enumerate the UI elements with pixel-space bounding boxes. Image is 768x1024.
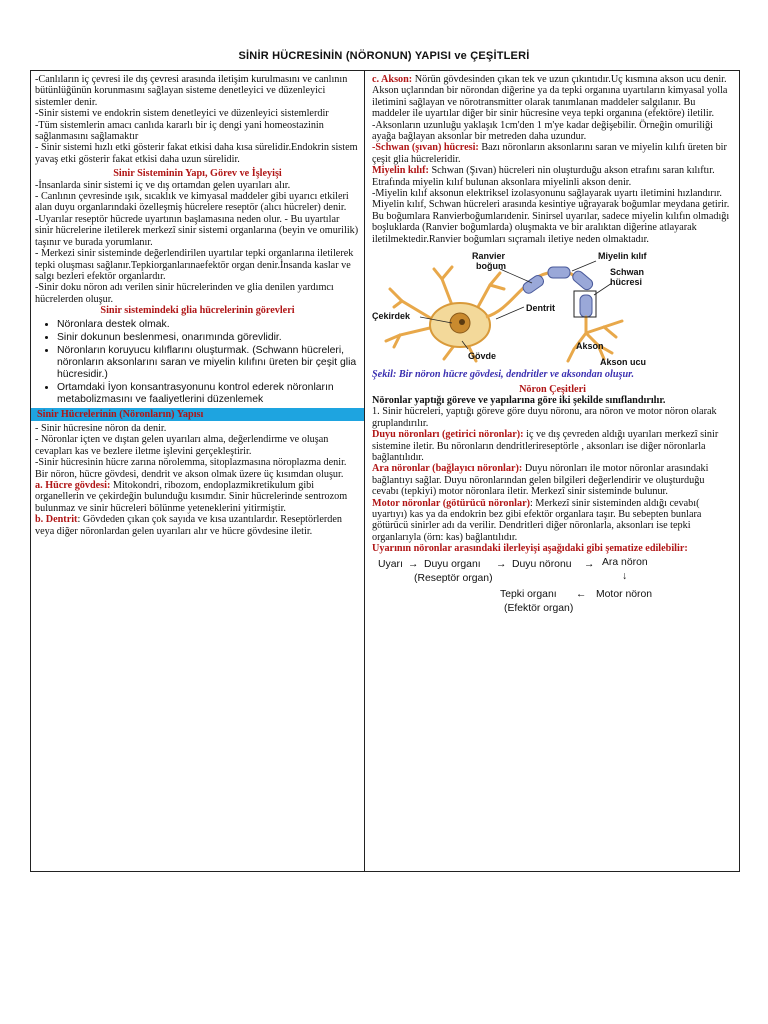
neuron-structure-heading: Sinir Hücrelerinin (Nöronların) Yapısı — [31, 408, 364, 421]
arrow-left-icon: ← — [576, 588, 587, 600]
dendrite-paragraph: b. Dentrit: Gövdeden çıkan çok sayıda ve kısa uzantılardır. Reseptörlerden veya diğer nöronlardan gelen uyarıları alır ve hücre gövdesine iletir. — [35, 514, 342, 537]
schwann-label: -Schwan (şıvan) hücresi: — [372, 142, 479, 154]
structure-paragraph: -Sinir doku nöron adı verilen sinir hücrelerinden ve glia denilen yardımcı hücrelerden oluşur. — [35, 282, 334, 305]
axon-label: c. Akson: — [372, 74, 413, 85]
types-intro: Nöronlar yaptığı göreve ve yapılarına göre iki şekilde sınıflandırılır. — [372, 394, 666, 406]
flow-title: Uyarının nöronlar arasındaki ilerleyişi aşağıdaki gibi şematize edilebilir: — [372, 543, 688, 555]
diagram-label-myelin: Miyelin kılıf — [598, 251, 647, 262]
glia-list — [35, 319, 360, 406]
structure-paragraph: - Canlının çevresinde ışık, sıcaklık ve kimyasal maddeler gibi uyarıcı etkileri alan duyu organlarındaki özelleşmiş hücrelere reseptör (alıcı hücreler) denir. — [35, 191, 349, 214]
diagram-label-axon: Akson — [576, 341, 604, 352]
intro-paragraph-4: - Sinir sistemi hızlı etki gösterir fakat etkisi daha kısa sürelidir.Endokrin sistem yavaş etki gösterir fakat etkisi daha uzun sürelidir. — [35, 142, 358, 165]
figure-caption: Şekil: Bir nöron hücre gövdesi, dendritler ve aksondan oluşur. — [372, 369, 635, 381]
myelin-label: Miyelin kılıf: — [372, 165, 429, 177]
flow-interneuron: Ara nöron — [602, 556, 648, 568]
list-item: • Ortamdaki İyon konsantrasyonunu kontrol ederek nöronların metabolizmasını ve faaliyetlerini düzenlemek — [57, 382, 360, 406]
flow-response-organ: Tepki organı — [500, 588, 557, 600]
diagram-label-schwann: hücresi — [610, 277, 643, 288]
diagram-label-body: Gövde — [468, 351, 497, 362]
myelin-paragraph-2: -Miyelin kılıf aksonun elektriksel izolasyonunu sağlayarak uyartı iletimini hızlandırır. — [372, 188, 722, 200]
arrow-right-icon: → — [408, 558, 419, 570]
flow-motor-neuron: Motor nöron — [596, 588, 653, 600]
diagram-label-dentrit: Dentrit — [526, 303, 555, 314]
flow-effector: (Efektör organ) — [504, 602, 574, 614]
neuron-paragraph: - Nöronlar içten ve dıştan gelen uyarıları alma, değerlendirme ve oluşan cevapları kas ve bezlere iletme işlevini gerçekleştirir. — [35, 434, 329, 457]
diagram-label-schwann: Schwan — [610, 267, 645, 278]
structure-heading: Sinir Sisteminin Yapı, Görev ve İşleyişi — [113, 168, 282, 180]
inter-paragraph: Ara nöronlar (bağlayıcı nöronlar): Duyu nöronları ile motor nöronlar arasındaki bağlantıyı sağlar. Duyu nöronlarından gelen bilgileri değerlendirir ve oluşturduğu cevabı (tepkiyi) motor nöronlara iletir. Merkezî sinir sisteminde bulunur. — [372, 463, 709, 498]
diagram-label-ranvier: boğum — [476, 261, 506, 272]
glia-heading: Sinir sistemindeki glia hücrelerinin görevleri — [100, 305, 295, 317]
flow-sensory-organ: Duyu organı — [424, 558, 481, 570]
signal-flow-diagram — [372, 557, 733, 621]
structure-paragraph: - Merkezi sinir sisteminde değerlendirilen uyartılar tepki organlarına iletilerek tepki oluşması sağlanır.Tepkiorganlarınaefektör organ denir.İnsanda kaslar ve salgı bezleri efektör organlardır. — [35, 248, 354, 282]
intro-paragraph-2: -Sinir sistemi ve endokrin sistem denetleyici ve düzenleyici sistemlerdir — [35, 108, 329, 120]
diagram-label-axon-tip: Akson ucu — [600, 357, 647, 368]
cell-body-label: a. Hücre gövdesi: — [35, 479, 111, 491]
axon-detail: Akson uçlarından bir nörondan diğerine ya da tepki organına uyartıların kimyasal yolla iletimini sağlayan ve nörotransmitter olarak tanımlanan maddeler salgılanır. Bu maddeler ile uyartılar diğer bir sinir hücresine veya tepki organına (efektöre) iletilir. — [372, 85, 728, 120]
flow-stimulus: Uyarı — [378, 558, 403, 570]
neuron-diagram — [372, 249, 733, 367]
cell-body-paragraph: a. Hücre gövdesi: Mitokondri, ribozom, endoplazmikretikulum gibi organellerin ve çekirdeğin bulunduğu kısımdır. Sinir hücrelerinde sentrozom bulunmaz ve sinir hücreleri bölünme yeteneklerini yitirmiştir. — [35, 479, 348, 514]
diagram-label-nucleus: Çekirdek — [372, 311, 411, 322]
types-heading: Nöron Çeşitleri — [519, 383, 586, 395]
list-item: • Sinir dokunun beslenmesi, onarımında görevlidir. — [57, 332, 360, 344]
flow-receptor: (Reseptör organ) — [414, 572, 493, 584]
arrow-down-icon: ↓ — [622, 570, 628, 582]
page-title: SİNİR HÜCRESİNİN (NÖRONUN) YAPISI ve ÇEŞİTLERİ — [238, 50, 530, 62]
motor-paragraph: Motor nöronlar (götürücü nöronlar): Merkezî sinir sisteminden aldığı cevabı( uyartıyı) kas ya da endokrin bez gibi efektör organlara taşır. Bu sebepten bunlara götürücü sinirler adı da verilir. Dendritleri diğer nöronlarla, aksonları ise tepki organlarıyla (örn: kas) bağlantılıdır. — [372, 497, 702, 543]
sensory-label: Duyu nöronları (getirici nöronlar): — [372, 429, 524, 441]
list-item: • Nöronlara destek olmak. — [57, 319, 360, 331]
types-paragraph: 1. Sinir hücreleri, yaptığı göreve göre duyu nöronu, ara nöron ve motor nöron olarak gruplandırılır. — [372, 406, 717, 429]
left-column — [31, 71, 365, 871]
arrow-right-icon: → — [584, 558, 595, 570]
ranvier-paragraph: Miyelin kılıf, Schwan hücreleri arasında kesintiye uğrayarak boğumlar meydana getirir. Bu boğumlara Ranvierboğumlarıdenir. Sinirsel uyarılar, sadece miyelin kılıfın olmadığı boşluklarda (Ranvier boğumlarda) oluşmakta ve bir aralıktan diğerine atlayarak iletilmektedir.Ranvier boğumları sıçramalı iletiye neden olmaktadır. — [372, 199, 730, 245]
intro-paragraph-1: -Canlıların iç çevresi ile dış çevresi arasında iletişim kurulmasını ve canlının bütünlüğünün korunmasını sağlayan sisteme denetleyici ve düzenleyici sistemler denir. — [35, 74, 348, 108]
neuron-paragraph: - Sinir hücresine nöron da denir. — [35, 422, 167, 434]
content-table — [30, 70, 740, 872]
inter-label: Ara nöronlar (bağlayıcı nöronlar): — [372, 463, 523, 475]
structure-paragraph: -İnsanlarda sinir sistemi iç ve dış ortamdan gelen uyarıları alır. — [35, 179, 291, 191]
intro-paragraph-3: -Tüm sistemlerin amacı canlıda kararlı bir iç dengi yani homeostazinin sağlanmasını sağlamaktır — [35, 119, 324, 143]
motor-label: Motor nöronlar (götürücü nöronlar) — [372, 497, 530, 509]
neuron-illustration — [372, 249, 732, 367]
axon-paragraph: c. Akson: Nörün gövdesinden çıkan tek ve uzun çıkıntıdır.Uç kısmına akson ucu denir. — [372, 74, 727, 85]
list-item: • Nöronların koruyucu kılıflarını oluşturmak. (Schwann hücreleri, nöronların aksonlarını saran ve miyelin kılıfını üreten bir çeşit glia hücresidir.) — [57, 345, 360, 381]
neuron-paragraph: -Sinir hücresinin hücre zarına nörolemma, sitoplazmasına nöroplazma denir. Bir nöron, hücre gövdesi, dendrit ve akson olmak üzere üç kısımdan oluşur. — [35, 457, 347, 480]
sensory-paragraph: Duyu nöronları (getirici nöronlar): iç ve dış çevreden aldığı uyarıları merkezî sinir sistemine iletir. Bu nöronların dendritlerireseptörle , aksonları ise diğer nöronlarla bağlantılıdır. — [372, 429, 719, 463]
flow-sensory-neuron: Duyu nöronu — [512, 558, 572, 570]
diagram-label-ranvier: Ranvier — [472, 251, 506, 262]
myelin-paragraph: Miyelin kılıf: Schwan (Şıvan) hücreleri nin oluşturduğu akson etrafını saran kılıftır. Etrafında miyelin kılıf bulunan aksonlara miyelinli akson denir. — [372, 165, 715, 188]
arrow-right-icon: → — [496, 558, 507, 570]
schwann-paragraph: -Schwan (şıvan) hücresi: Bazı nöronların aksonlarını saran ve miyelin kılıfı üreten bir çeşit glia hücreleridir. — [372, 142, 727, 165]
axon-detail: -Aksonların uzunluğu yaklaşık 1cm'den 1 m'ye kadar değişebilir. Örneğin omuriliği ayağa bağlayan aksonlar bir metreden daha uzundur. — [372, 119, 713, 143]
right-column — [366, 71, 739, 871]
structure-paragraph: -Uyarılar reseptör hücrede uyartının başlamasına neden olur. - Bu uyartılar sinir hücrelerine iletilerek merkezî sinir sistemi organlarına (beyin ve omurilik) taşınır ve burada yorumlanır. — [35, 213, 359, 248]
dendrite-label: b. Dentrit — [35, 514, 78, 526]
